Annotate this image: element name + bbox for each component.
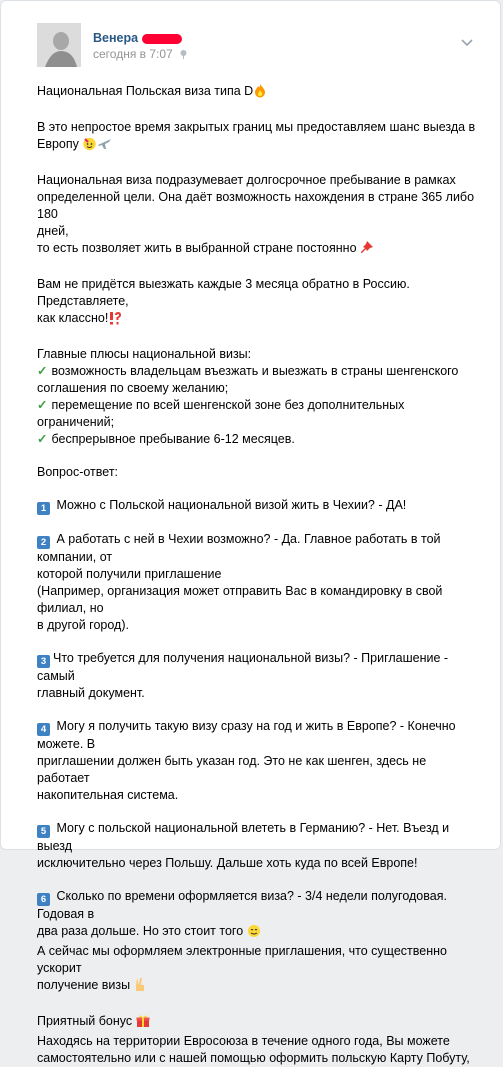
text-line: Вопрос-ответ: [37, 465, 119, 479]
text-line: два раза дольше. Но это стоит того [37, 923, 478, 943]
faq-item: 6 Сколько по времени оформляется виза? - 3/4 недели полугодовая. Годовая в [37, 889, 447, 921]
text-line: как классно! [37, 310, 478, 330]
keycap-number-emoji: 1 [37, 502, 50, 515]
fire-emoji [253, 83, 267, 103]
pushpin-emoji [360, 241, 374, 260]
text-line: А сейчас мы оформляем электронные приглашения, что существенно ускорит [37, 944, 447, 975]
keycap-number-emoji: 3 [37, 655, 50, 668]
avatar[interactable] [37, 23, 81, 67]
keycap-number-emoji: 4 [37, 723, 50, 736]
faq-item: 3 Что требуется для получения национальной визы? - Приглашение - самый [37, 651, 449, 683]
text-line: соглашения по своему желанию; [37, 381, 229, 395]
redaction-mark [142, 34, 182, 44]
faq-item: 4 Могу я получить такую визу сразу на год и жить в Европе? - Конечно можете. В [37, 719, 456, 751]
text-line: Главные плюсы национальной визы: [37, 347, 252, 361]
text-line: которой получили приглашение [37, 567, 222, 581]
smiling-face-emoji [247, 924, 261, 943]
text-line: В это непростое время закрытых границ мы предоставляем шанс выезда в [37, 120, 476, 134]
check-mark-emoji: ✓ [37, 432, 48, 446]
victory-hand-emoji [134, 977, 146, 997]
text-line: Находясь на территории Евросоюза в течение одного года, Вы можете [37, 1034, 450, 1048]
text-line: определенной цели. Она даёт возможность нахождения в стране 365 либо 180 [37, 190, 475, 221]
airplane-emoji [97, 136, 112, 156]
check-mark-emoji: ✓ [37, 398, 48, 412]
pin-icon [180, 50, 187, 59]
post-title: Национальная Польская виза типа D [37, 83, 478, 103]
text-line: накопительная система. [37, 788, 179, 802]
faq-item: 5 Могу с польской национальной влететь в Германию? - Нет. Въезд и выезд [37, 821, 450, 853]
exclamation-question-emoji [108, 311, 122, 330]
list-item: ✓ беспрерывное пребывание 6-12 месяцев. [37, 432, 295, 446]
check-mark-emoji: ✓ [37, 364, 48, 378]
list-item: ✓ возможность владельцам въезжать и выезжать в страны шенгенского [37, 364, 459, 378]
text-line: Приятный бонус [37, 1013, 478, 1033]
text-line: Вам не придётся выезжать каждые 3 месяца обратно в Россию. Представляете, [37, 277, 410, 308]
gift-emoji [136, 1014, 150, 1033]
text-line: в другой город). [37, 618, 129, 632]
list-item: ✓ перемещение по всей шенгенской зоне без дополнительных ограничений; [37, 398, 405, 429]
text-line: то есть позволяет жить в выбранной стране постоянно [37, 240, 478, 260]
faq-item: 2 А работать с ней в Чехии возможно? - Да. Главное работать в той компании, от [37, 532, 441, 564]
text-line: приглашении должен быть указан год. Это не как шенген, здесь не работает [37, 754, 427, 785]
post-text [37, 83, 478, 1067]
text-line: главный документ. [37, 686, 145, 700]
text-line: Европу [37, 136, 478, 156]
chevron-down-icon[interactable] [460, 35, 474, 49]
keycap-number-emoji: 5 [37, 825, 50, 838]
text-line: самостоятельно или с нашей помощью оформить польскую Карту Побуту, [37, 1051, 470, 1065]
text-line: исключительно через Польшу. Дальше хоть куда по всей Европе! [37, 856, 418, 870]
faq-item: 1 Можно с Польской национальной визой жить в Чехии? - ДА! [37, 497, 478, 515]
author-name[interactable]: Венера [93, 31, 182, 45]
post-header [1, 1, 500, 75]
keycap-number-emoji: 2 [37, 536, 50, 549]
post-date[interactable]: сегодня в 7:07 [93, 47, 187, 61]
party-face-emoji [82, 136, 97, 156]
keycap-number-emoji: 6 [37, 893, 50, 906]
text-line: дней, [37, 224, 69, 238]
text-line: (Например, организация может отправить Вас в командировку в свой филиал, но [37, 584, 443, 615]
text-line: Национальная виза подразумевает долгосрочное пребывание в рамках [37, 173, 456, 187]
text-line: получение визы [37, 977, 478, 997]
